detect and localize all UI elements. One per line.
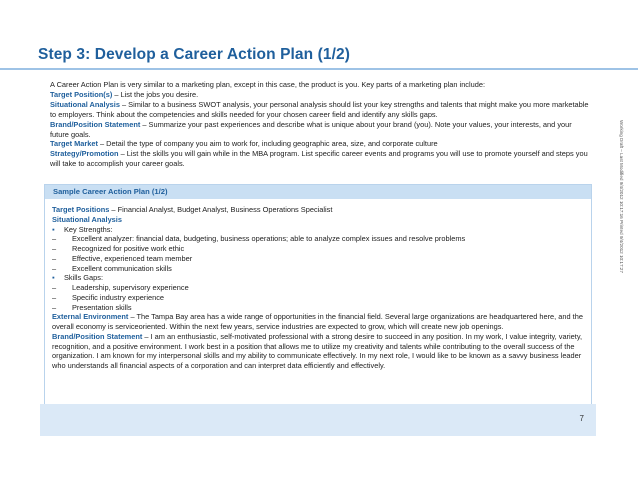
sample-plan-header: Sample Career Action Plan (1/2) — [45, 185, 591, 199]
brand-statement-text: – I am an enthusiastic, self-motivated professional with a strong desire to succeed in any position. In my work, I value integrity, variety, recognition, and a positive environment. I work best in a position that allows me to utilize my creativity and talents while contributing to the overall success of the organization. I am known for my interpersonal skills and my ability to communicate effectively. In my next role, I would like to be known as a savvy business leader who understands all financial aspects of a corporation and can interpret data efficiently and effectively. — [52, 331, 583, 370]
sample-plan-box — [44, 184, 592, 412]
square-bullet-icon: ▪ — [52, 224, 55, 234]
dash-icon: – — [52, 302, 57, 312]
strength-item — [52, 234, 586, 244]
gap-item — [52, 303, 586, 313]
gap-text: Presentation skills — [72, 302, 132, 312]
strength-item — [52, 264, 586, 274]
intro-item-brand — [50, 120, 590, 140]
situational-analysis-heading: Situational Analysis — [52, 214, 122, 224]
footer-band — [40, 404, 596, 436]
brand-statement-key: Brand/Position Statement — [52, 331, 143, 341]
dash-icon: – — [52, 263, 57, 273]
strength-text: Recognized for positive work ethic — [72, 244, 185, 253]
intro-item-key: Strategy/Promotion — [50, 149, 119, 159]
page-number: 7 — [579, 414, 584, 423]
external-environment-key: External Environment — [52, 312, 129, 322]
intro-lead: A Career Action Plan is very similar to a marketing plan, except in this case, the product is you. Key parts of a marketing plan include: — [50, 80, 486, 89]
intro-item-target — [50, 90, 590, 100]
intro-section — [50, 80, 590, 169]
strength-text: Excellent communication skills — [72, 263, 172, 273]
intro-item-key: Target Position(s) — [50, 89, 113, 99]
gap-item — [52, 293, 586, 303]
intro-item-text: – Detail the type of company you aim to work for, including geographic area, size, and corporate culture — [97, 139, 438, 149]
target-positions — [52, 205, 586, 215]
dash-icon: – — [52, 283, 57, 292]
gap-item — [52, 283, 586, 293]
intro-item-text: – List the skills you will gain while in the MBA program. List specific career events and programs you will use to promote yourself and steps you will take to accomplish your career goals. — [50, 149, 588, 169]
intro-item-key: Brand/Position Statement — [50, 119, 141, 129]
intro-item-text: – Similar to a business SWOT analysis, your personal analysis should list your key strengths and talents that might make you more marketable to employers. Think about the competencies and skills needed for your chosen career field and identify any skills gaps. — [50, 99, 589, 119]
gaps-bullet — [52, 273, 586, 283]
intro-item-market — [50, 139, 590, 149]
external-environment-text: – The Tampa Bay area has a wide range of opportunities in the financial field. Several large organizations are headquartered here, and the overall economy is serviceoriented. Within the next few years, service industries are expected to grow, which will create new job openings. — [52, 312, 583, 331]
strength-item — [52, 244, 586, 254]
intro-item-key: Target Market — [50, 139, 98, 149]
intro-item-key: Situational Analysis — [50, 99, 120, 109]
dash-icon: – — [52, 244, 57, 253]
square-bullet-icon: ▪ — [52, 273, 55, 283]
strength-text: Excellent analyzer: financial data, budgeting, business operations; able to analyze complex issues and resolve problems — [72, 234, 466, 244]
sample-plan-body — [52, 205, 586, 371]
draft-side-note: Working Draft – Last Modified 9/4/2012 10:17:16 Printed 9/4/2012 10:17:27 — [619, 120, 624, 273]
target-positions-key: Target Positions — [52, 205, 110, 214]
strengths-label: Key Strengths: — [64, 224, 113, 234]
dash-icon: – — [52, 292, 57, 302]
intro-item-strategy — [50, 149, 590, 169]
target-positions-text: – Financial Analyst, Budget Analyst, Business Operations Specialist — [109, 205, 333, 214]
gap-text: Leadership, supervisory experience — [72, 283, 189, 292]
dash-icon: – — [52, 253, 57, 263]
gaps-label: Skills Gaps: — [64, 273, 104, 283]
slide-title: Step 3: Develop a Career Action Plan (1/2) — [38, 46, 350, 63]
intro-item-text: – List the jobs you desire. — [112, 89, 199, 99]
gap-text: Specific industry experience — [72, 292, 165, 302]
external-environment — [52, 312, 586, 332]
intro-item-text: – Summarize your past experiences and describe what is unique about your brand (you). Note your values, your interests, and your future goals. — [50, 119, 572, 139]
brand-statement — [52, 332, 586, 371]
intro-item-situational — [50, 100, 590, 120]
strength-text: Effective, experienced team member — [72, 253, 193, 263]
title-rule — [0, 68, 638, 70]
dash-icon: – — [52, 234, 57, 244]
top-band — [0, 0, 638, 38]
strengths-bullet — [52, 225, 586, 235]
strength-item — [52, 254, 586, 264]
